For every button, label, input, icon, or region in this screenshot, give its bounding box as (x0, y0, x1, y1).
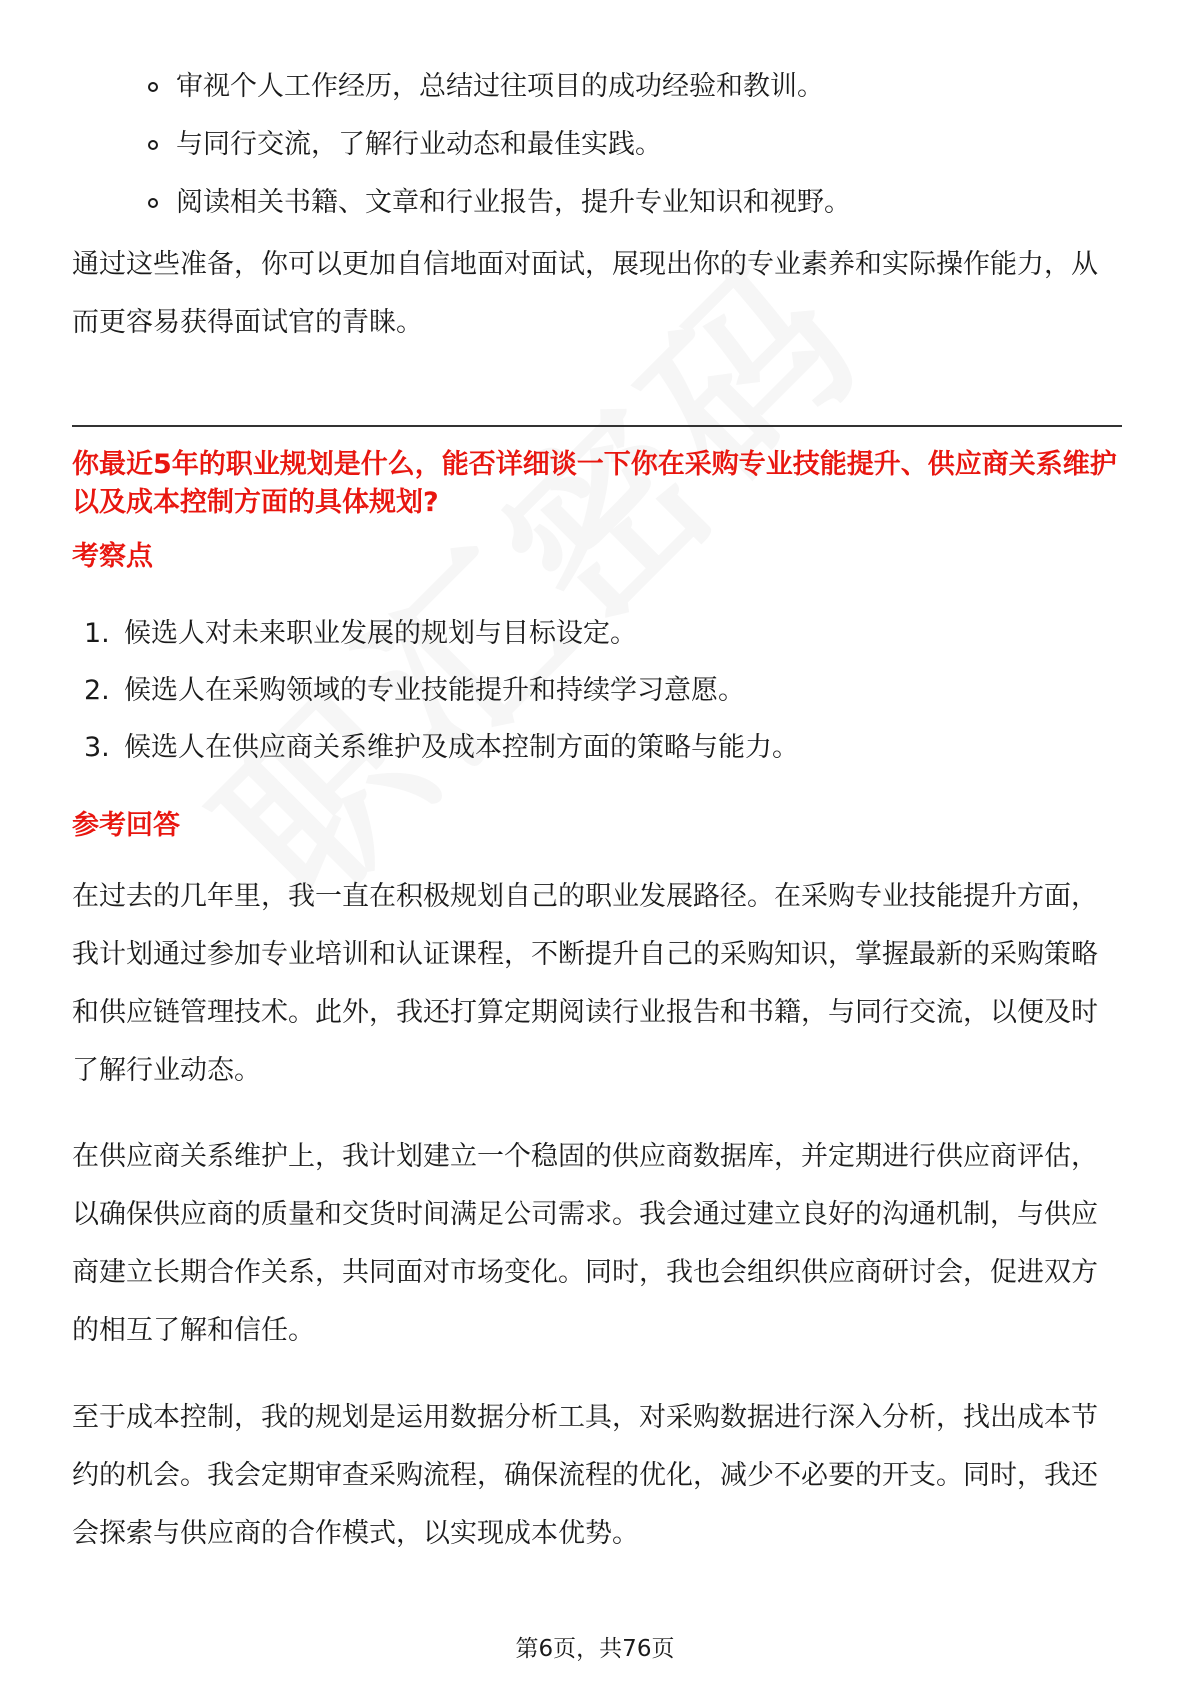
section-divider (72, 425, 1122, 427)
item-number: 2. (84, 675, 110, 706)
bullet-list (148, 58, 851, 232)
assessment-list (84, 605, 799, 776)
hollow-bullet-icon (148, 140, 158, 150)
item-text: 候选人在采购领域的专业技能提升和持续学习意愿。 (124, 675, 745, 706)
item-number: 1. (84, 618, 110, 649)
item-number: 3. (84, 732, 110, 763)
answer-paragraph: 在供应商关系维护上，我计划建立一个稳固的供应商数据库，并定期进行供应商评估，以确保供应商的质量和交货时间满足公司需求。我会通过建立良好的沟通机制，与供应商建立长期合作关系，共同面对市场变化。同时，我也会组织供应商研讨会，促进双方的相互了解和信任。 (72, 1141, 1098, 1346)
list-item (148, 58, 851, 116)
interview-question: 你最近5年的职业规划是什么，能否详细谈一下你在采购专业技能提升、供应商关系维护以及成本控制方面的具体规划? (72, 449, 1117, 518)
answer-paragraph: 至于成本控制，我的规划是运用数据分析工具，对采购数据进行深入分析，找出成本节约的机会。我会定期审查采购流程，确保流程的优化，减少不必要的开支。同时，我还会探索与供应商的合作模式，以实现成本优势。 (72, 1402, 1098, 1549)
list-item (148, 116, 851, 174)
list-item (84, 662, 799, 719)
answer-paragraph: 在过去的几年里，我一直在积极规划自己的职业发展路径。在采购专业技能提升方面，我计划通过参加专业培训和认证课程，不断提升自己的采购知识，掌握最新的采购策略和供应链管理技术。此外，我还打算定期阅读行业报告和书籍，与同行交流，以便及时了解行业动态。 (72, 881, 1098, 1086)
hollow-bullet-icon (148, 82, 158, 92)
assessment-heading: 考察点 (72, 541, 153, 572)
intro-paragraph: 通过这些准备，你可以更加自信地面对面试，展现出你的专业素养和实际操作能力，从而更容易获得面试官的青睐。 (72, 249, 1098, 338)
item-text: 候选人对未来职业发展的规划与目标设定。 (124, 618, 637, 649)
list-item (148, 174, 851, 232)
answer-heading: 参考回答 (72, 810, 180, 841)
list-item (84, 605, 799, 662)
hollow-bullet-icon (148, 198, 158, 208)
item-text: 候选人在供应商关系维护及成本控制方面的策略与能力。 (124, 732, 799, 763)
page-footer: 第6页，共76页 (515, 1636, 675, 1662)
bullet-text: 阅读相关书籍、文章和行业报告，提升专业知识和视野。 (176, 187, 851, 218)
bullet-text: 审视个人工作经历，总结过往项目的成功经验和教训。 (176, 71, 824, 102)
list-item (84, 719, 799, 776)
bullet-text: 与同行交流，了解行业动态和最佳实践。 (176, 129, 662, 160)
